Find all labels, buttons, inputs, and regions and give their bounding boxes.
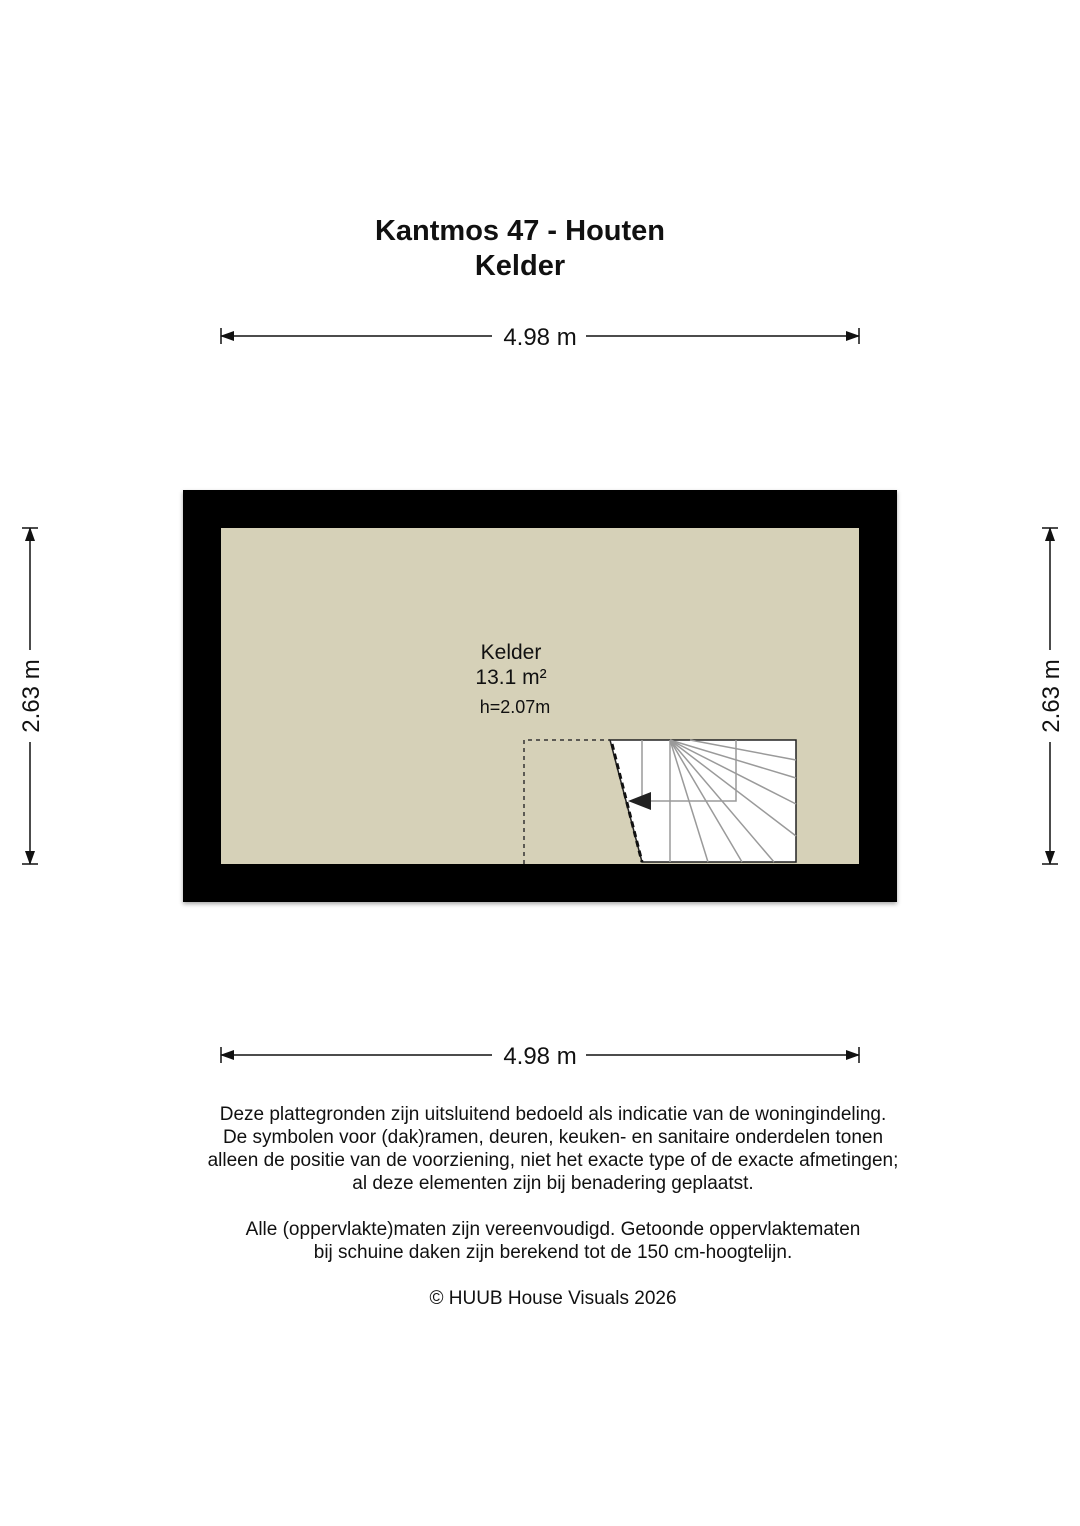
staircase	[610, 740, 796, 862]
room-height: h=2.07m	[479, 697, 551, 717]
dimension-bottom	[221, 1043, 859, 1070]
plan-title: Kantmos 47 - Houten	[374, 215, 666, 247]
disclaimer-line: alleen de positie van de voorziening, niet het exacte type of de exacte afmetingen;	[207, 1150, 899, 1171]
disclaimer-line: De symbolen voor (dak)ramen, deuren, keuken- en sanitaire onderdelen tonen	[222, 1127, 884, 1148]
dimension-right-label: 2.63 m	[1038, 659, 1065, 733]
dimension-top	[221, 324, 859, 351]
dimension-left-label: 2.63 m	[18, 659, 45, 733]
dimension-top-label: 4.98 m	[503, 324, 577, 351]
room-name: Kelder	[480, 641, 542, 664]
disclaimer-line: al deze elementen zijn bij benadering geplaatst.	[352, 1173, 754, 1194]
dimension-left	[18, 528, 45, 864]
disclaimer-line: bij schuine daken zijn berekend tot de 150 cm-hoogtelijn.	[313, 1242, 793, 1263]
disclaimer-line: Alle (oppervlakte)maten zijn vereenvoudigd. Getoonde oppervlaktematen	[245, 1219, 861, 1240]
dimension-bottom-label: 4.98 m	[503, 1043, 577, 1070]
disclaimer-line: Deze plattegronden zijn uitsluitend bedoeld als indicatie van de woningindeling.	[219, 1104, 887, 1125]
dimension-right	[1038, 528, 1065, 864]
disclaimer-paragraph-2	[140, 1218, 966, 1264]
copyright: © HUUB House Visuals 2026	[429, 1288, 677, 1309]
floor-name: Kelder	[474, 250, 566, 282]
room-area: 13.1 m²	[475, 666, 547, 689]
disclaimer-paragraph-1	[140, 1103, 966, 1195]
